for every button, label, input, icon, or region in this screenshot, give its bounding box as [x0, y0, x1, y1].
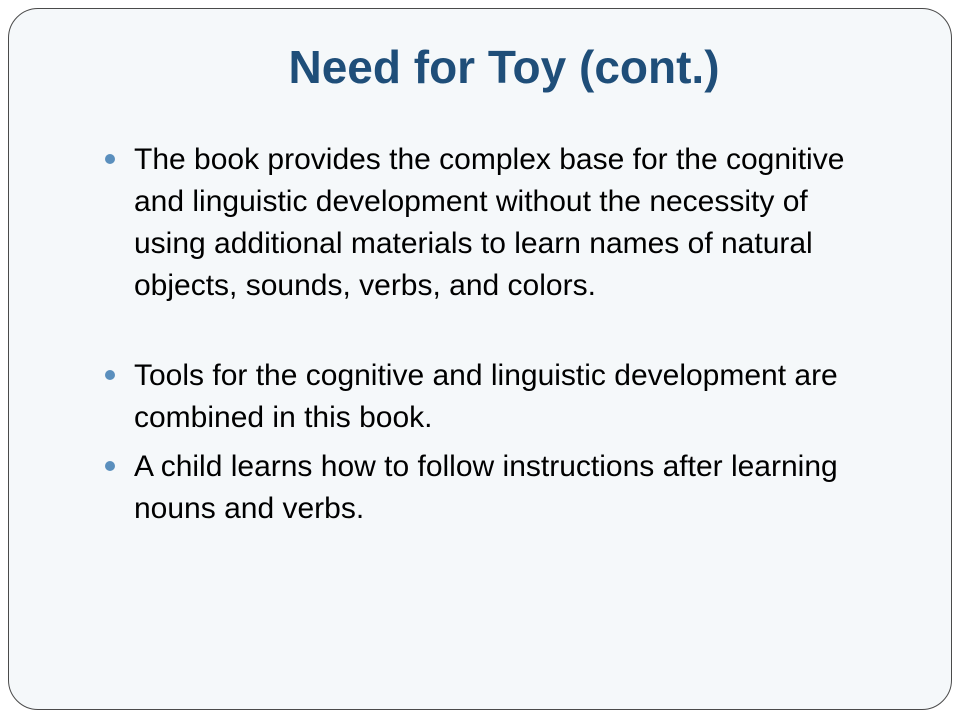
bullet-dot-icon — [105, 461, 115, 471]
bullet-item — [104, 139, 884, 307]
bullet-text: Tools for the cognitive and linguistic development are combined in this book. — [134, 359, 838, 434]
bullet-dot-icon — [105, 154, 115, 164]
bullet-text: A child learns how to follow instructions after learning nouns and verbs. — [134, 450, 838, 525]
slide-title: Need for Toy (cont.) — [288, 41, 720, 93]
bullet-text: The book provides the complex base for the cognitive and linguistic development without the necessity of using additional materials to learn names of natural objects, sounds, verbs, and colors. — [134, 143, 845, 302]
bullet-item — [104, 446, 884, 530]
bullet-item — [104, 355, 884, 439]
bullet-dot-icon — [105, 370, 115, 380]
